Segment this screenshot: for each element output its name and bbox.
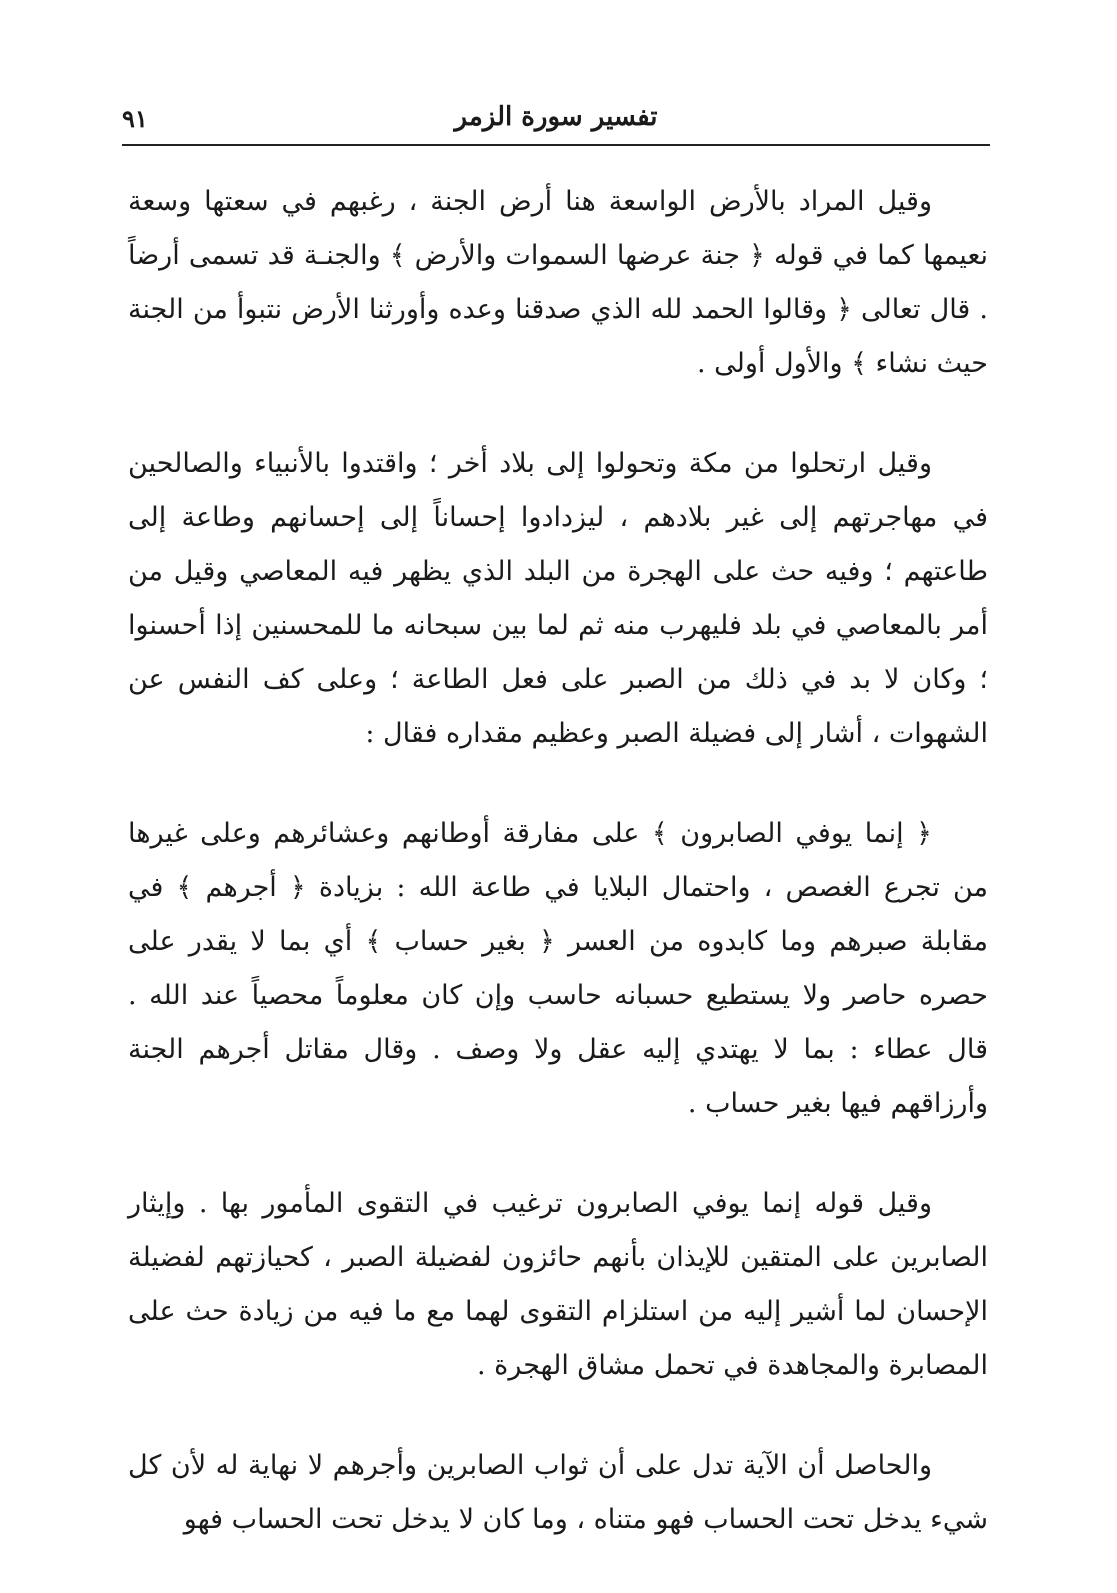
paragraph-1: وقيل المراد بالأرض الواسعة هنا أرض الجنة ، رغبهم في سعتها وسعة نعيمها كما في قوله ﴿ جنة عرضها السموات والأرض ﴾ والجنـة قد تسمى أرضاً . قال تعالى ﴿ وقالوا الحمد لله الذي صدقنا وعده وأورثنا الأرض نتبوأ من الجنة حيث نشاء ﴾ والأول أولى . (128, 186, 988, 379)
paragraph-5: والحاصل أن الآية تدل على أن ثواب الصابرين وأجرهم لا نهاية له لأن كل شيء يدخل تحت الحساب فهو متناه ، وما كان لا يدخل تحت الحساب فهو (128, 1450, 988, 1535)
paragraph-2: وقيل ارتحلوا من مكة وتحولوا إلى بلاد أخر ؛ واقتدوا بالأنبياء والصالحين في مهاجرتهم إلى غير بلادهم ، ليزدادوا إحساناً إلى إحسانهم وطاعة إلى طاعتهم ؛ وفيه حث على الهجرة من البلد الذي يظهر فيه المعاصي وقيل من أمر بالمعاصي في بلد فليهرب منه ثم لما بين سبحانه ما للمحسنين إذا أحسنوا ؛ وكان لا بد في ذلك من الصبر على فعل الطاعة ؛ وعلى كف النفس عن الشهوات ، أشار إلى فضيلة الصبر وعظيم مقداره فقال : (128, 448, 988, 749)
body-text (128, 175, 988, 1593)
header-divider (122, 144, 990, 146)
paragraph-4: وقيل قوله إنما يوفي الصابرون ترغيب في التقوى المأمور بها . وإيثار الصابرين على المتقين للإيذان بأنهم حائزون لفضيلة الصبر ، كحيازتهم لفضيلة الإحسان لما أشير إليه من استلزام التقوى لهما مع ما فيه من زيادة حث على المصابرة والمجاهدة في تحمل مشاق الهجرة . (128, 1188, 988, 1381)
page-number: ٩١ (122, 104, 148, 133)
paragraph-3: ﴿ إنما يوفي الصابرون ﴾ على مفارقة أوطانهم وعشائرهم وعلى غيرها من تجرع الغصص ، واحتمال البلايا في طاعة الله : بزيادة ﴿ أجرهم ﴾ في مقابلة صبرهم وما كابدوه من العسر ﴿ بغير حساب ﴾ أي بما لا يقدر على حصره حاصر ولا يستطيع حسبانه حاسب وإن كان معلوماً محصياً عند الله . قال عطاء : بما لا يهتدي إليه عقل ولا وصف . وقال مقاتل أجرهم الجنة وأرزاقهم فيها بغير حساب . (128, 818, 988, 1119)
running-title: تفسير سورة الزمر (454, 102, 658, 132)
page-header (122, 100, 990, 140)
